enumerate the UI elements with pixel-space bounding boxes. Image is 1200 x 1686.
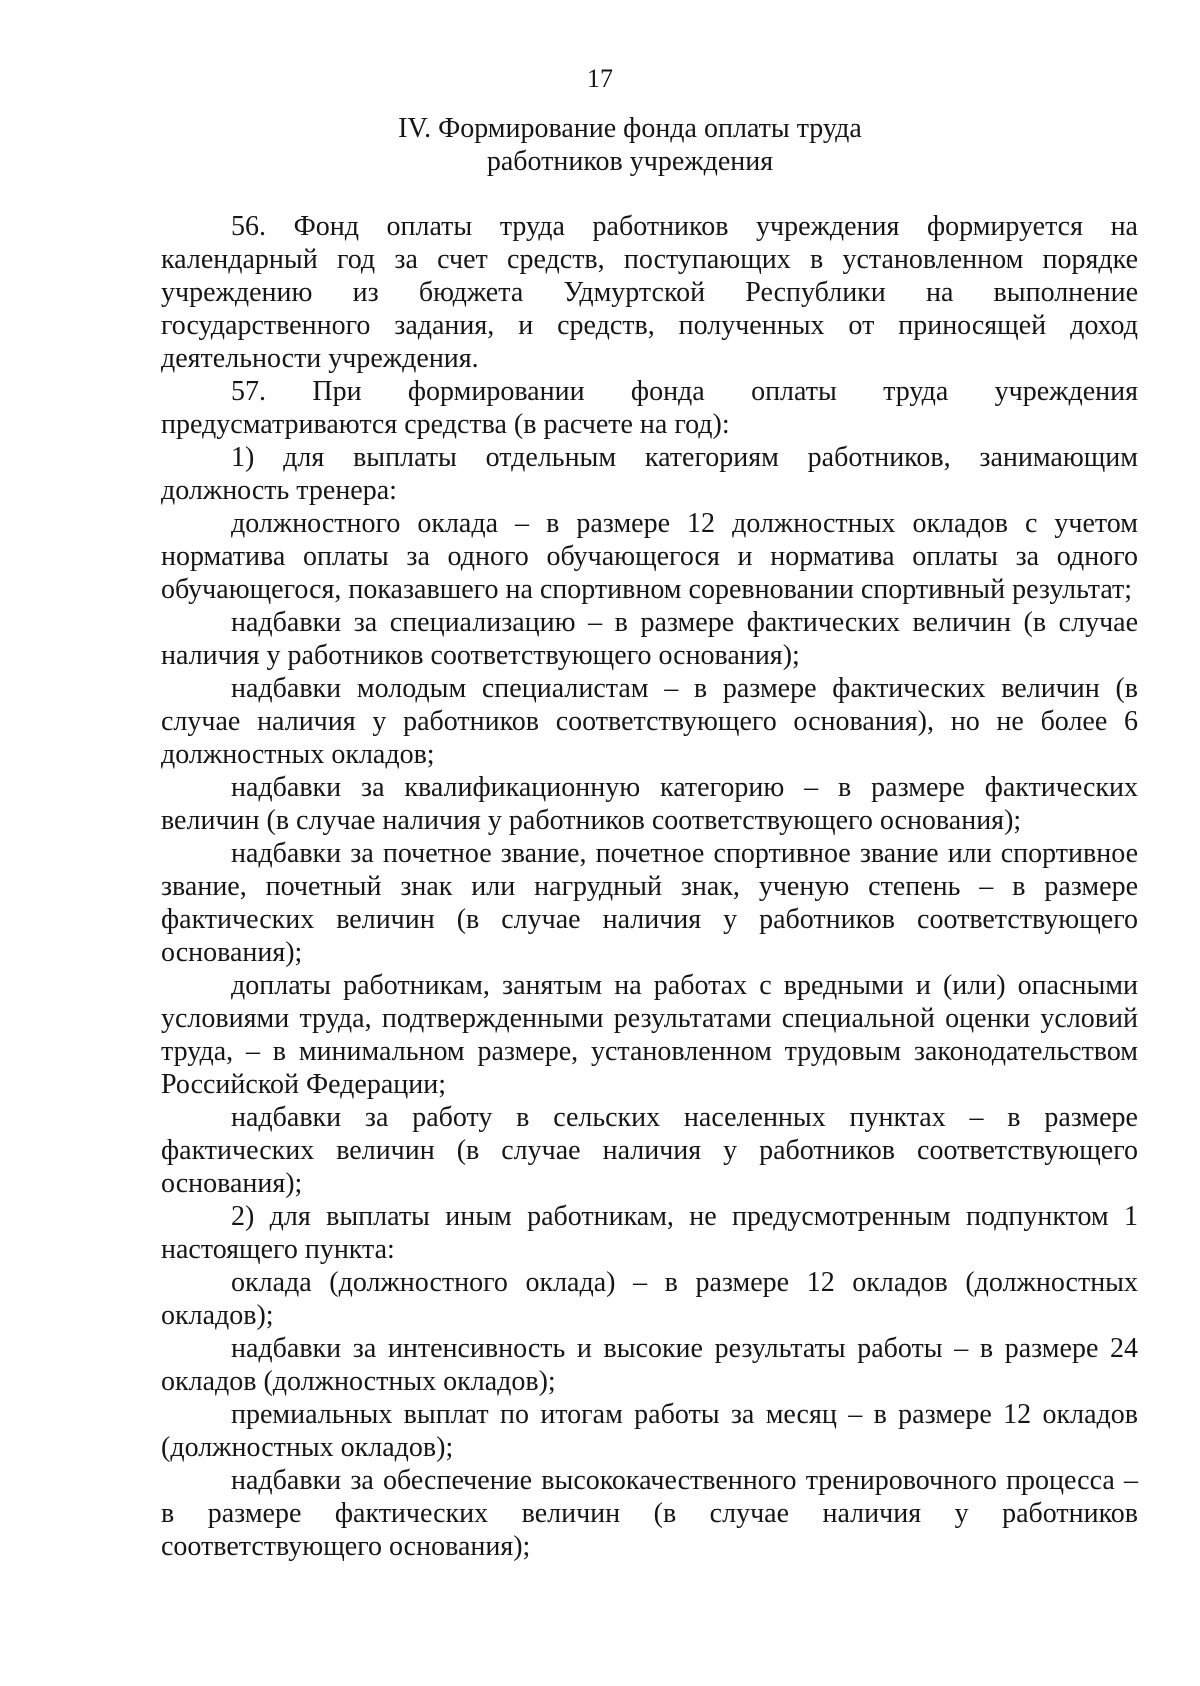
list-item: надбавки за интенсивность и высокие результаты работы – в размере 24 окладов (должностных окладов);	[161, 1333, 1138, 1397]
paragraph-57: 57. При формировании фонда оплаты труда учреждения предусматриваются средства (в расчете на год):	[161, 376, 1138, 440]
list-item: надбавки молодым специалистам – в размере фактических величин (в случае наличия у работников соответствующего основания), но не более 6 должностных окладов;	[161, 673, 1138, 770]
list-item: премиальных выплат по итогам работы за месяц – в размере 12 окладов (должностных окладов);	[161, 1399, 1138, 1463]
list-item: оклада (должностного оклада) – в размере 12 окладов (должностных окладов);	[161, 1267, 1138, 1331]
body-text	[161, 210, 1138, 1563]
section-heading-line-2: работников учреждения	[486, 146, 774, 177]
list-item: надбавки за обеспечение высококачественного тренировочного процесса – в размере фактических величин (в случае наличия у работников соответствующего основания);	[161, 1465, 1138, 1562]
list-item: надбавки за квалификационную категорию – в размере фактических величин (в случае наличия у работников соответствующего основания);	[161, 772, 1138, 836]
list-item: надбавки за почетное звание, почетное спортивное звание или спортивное звание, почетный знак или нагрудный знак, ученую степень – в размере фактических величин (в случае наличия у работников соответствующего основания);	[161, 838, 1138, 968]
subitem-1: 1) для выплаты отдельным категориям работников, занимающим должность тренера:	[161, 442, 1138, 506]
list-item: доплаты работникам, занятым на работах с вредными и (или) опасными условиями труда, подтвержденными результатами специальной оценки условий труда, – в минимальном размере, установленном трудовым законодательством Российской Федерации;	[161, 970, 1138, 1100]
list-item: надбавки за специализацию – в размере фактических величин (в случае наличия у работников соответствующего основания);	[161, 607, 1138, 671]
subitem-2: 2) для выплаты иным работникам, не предусмотренным подпунктом 1 настоящего пункта:	[161, 1201, 1138, 1265]
section-heading-line-1: IV. Формирование фонда оплаты труда	[398, 113, 862, 144]
list-item: должностного оклада – в размере 12 должностных окладов с учетом норматива оплаты за одного обучающегося и норматива оплаты за одного обучающегося, показавшего на спортивном соревновании спортивный результат;	[161, 508, 1138, 605]
section-heading	[150, 112, 1110, 178]
list-item: надбавки за работу в сельских населенных пунктах – в размере фактических величин (в случае наличия у работников соответствующего основания);	[161, 1102, 1138, 1199]
paragraph-56: 56. Фонд оплаты труда работников учреждения формируется на календарный год за счет средств, поступающих в установленном порядке учреждению из бюджета Удмуртской Республики на выполнение государственного задания, и средств, полученных от приносящей доход деятельности учреждения.	[161, 211, 1138, 374]
page-number: 17	[587, 64, 613, 93]
